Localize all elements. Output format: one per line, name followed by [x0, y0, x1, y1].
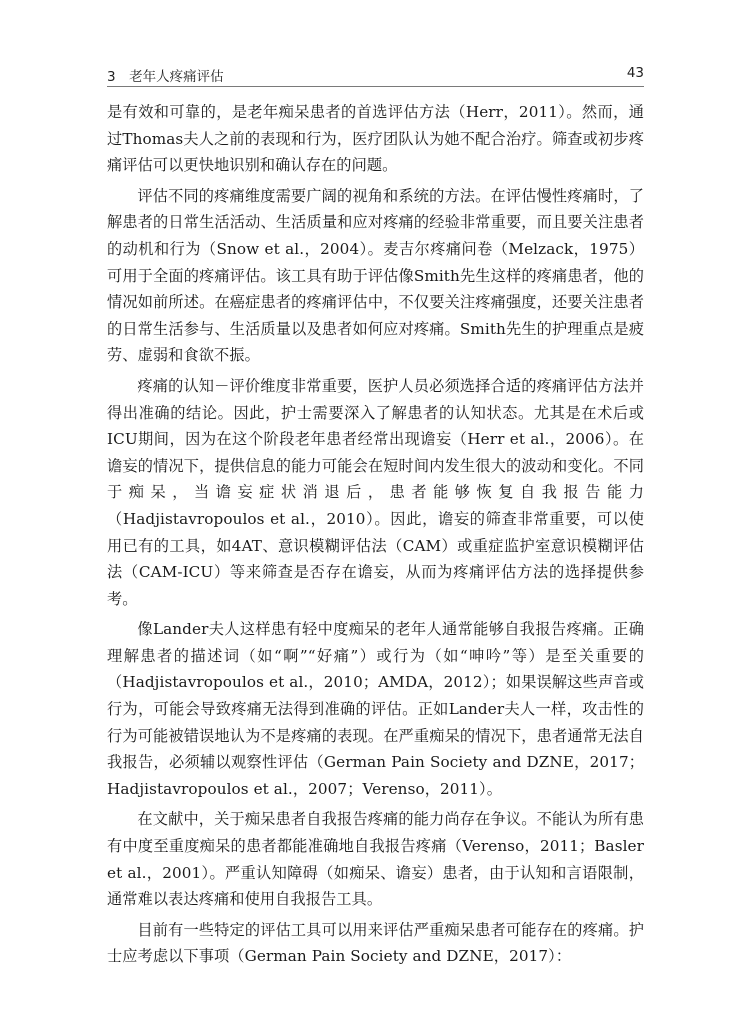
- paragraph: 在文献中，关于痴呆患者自我报告疼痛的能力尚存在争议。不能认为所有患有中度至重度痴呆的患者都能准确地自我报告疼痛（Verenso，2011；Basler et al.，2001）。严重认知障碍（如痴呆、谵妄）患者，由于认知和言语限制，通常难以表达疼痛和使用自我报告工具。: [107, 810, 644, 909]
- paragraph: 评估不同的疼痛维度需要广阔的视角和系统的方法。在评估慢性疼痛时，了解患者的日常生活活动、生活质量和应对疼痛的经验非常重要，而且要关注患者的动机和行为（Snow et al.，2004）。麦吉尔疼痛问卷（Melzack，1975）可用于全面的疼痛评估。该工具有助于评估像Smith先生这样的疼痛患者，他的情况如前所述。在癌症患者的疼痛评估中，不仅要关注疼痛强度，还要关注患者的日常生活参与、生活质量以及患者如何应对疼痛。Smith先生的护理重点是疲劳、虚弱和食欲不振。: [107, 186, 644, 365]
- page-number: 43: [626, 65, 644, 81]
- paragraph: 像Lander夫人这样患有轻中度痴呆的老年人通常能够自我报告疼痛。正确理解患者的描述词（如“啊”“好痛”）或行为（如“呻吟”等）是至关重要的（Hadjistavropoulos et al.，2010；AMDA，2012）；如果误解这些声音或行为，可能会导致疼痛无法得到准确的评估。正如Lander夫人一样，攻击性的行为可能被错误地认为不是疼痛的表现。在严重痴呆的情况下，患者通常无法自我报告，必须辅以观察性评估（German Pain Society and DZNE，2017；Hadjistavropoulos et al.，2007；Verenso，2011）。: [107, 620, 644, 798]
- running-header: [107, 62, 644, 87]
- paragraph: 疼痛的认知－评价维度非常重要，医护人员必须选择合适的疼痛评估方法并得出准确的结论。因此，护士需要深入了解患者的认知状态。尤其是在术后或ICU期间，因为在这个阶段老年患者经常出现谵妄（Herr et al.，2006）。在谵妄的情况下，提供信息的能力可能会在短时间内发生很大的波动和变化。不同于痴呆，当谵妄症状消退后，患者能够恢复自我报告能力（Hadjistavropoulos et al.，2010）。因此，谵妄的筛查非常重要，可以使用已有的工具，如4AT、意识模糊评估法（CAM）或重症监护室意识模糊评估法（CAM-ICU）等来筛查是否存在谵妄，从而为疼痛评估方法的选择提供参考。: [107, 376, 644, 608]
- chapter-title: 3 老年人疼痛评估: [107, 69, 224, 85]
- paragraph: 目前有一些特定的评估工具可以用来评估严重痴呆患者可能存在的疼痛。护士应考虑以下事项（German Pain Society and DZNE，2017）：: [107, 920, 644, 966]
- paragraph-continued: 是有效和可靠的，是老年痴呆患者的首选评估方法（Herr，2011）。然而，通过Thomas夫人之前的表现和行为，医疗团队认为她不配合治疗。筛查或初步疼痛评估可以更快地识别和确认存在的问题。: [107, 103, 644, 175]
- page-body: [107, 99, 644, 974]
